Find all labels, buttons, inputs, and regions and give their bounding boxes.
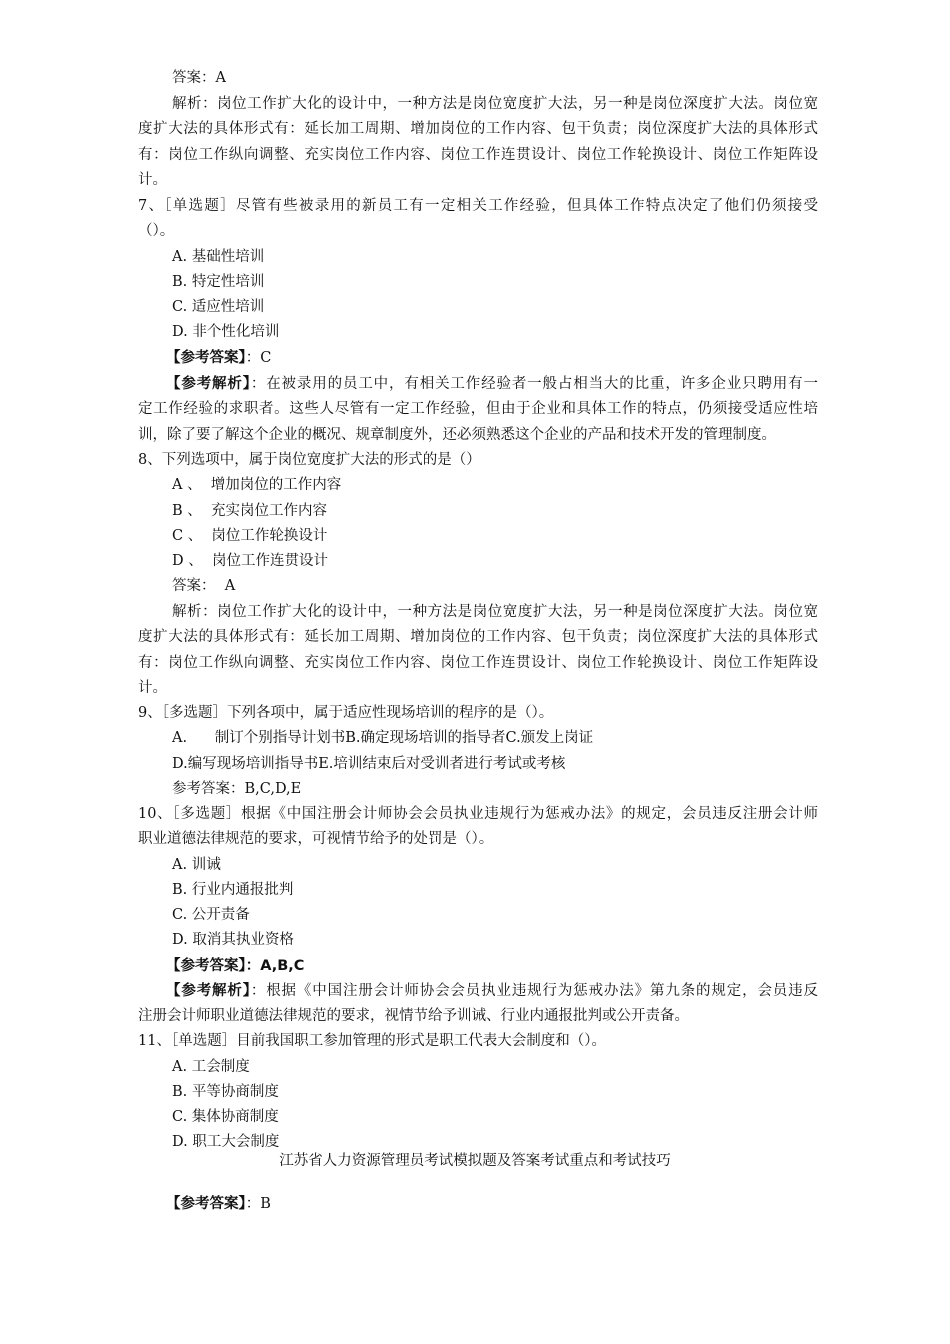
answer-text: 参考答案：B,C,D,E [172,781,302,797]
reference-answer-label: 【参考答案】 [166,958,246,974]
option-d: D. 取消其执业资格 [172,932,294,948]
reference-analysis-label: 【参考解析】 [166,983,251,999]
option-c: C. 公开责备 [172,907,250,923]
document-footer-title: 江苏省人力资源管理员考试模拟题及答案考试重点和考试技巧 [279,1153,671,1169]
reference-analysis-label: 【参考解析】 [166,376,251,392]
option-b: B. 行业内通报批判 [172,882,294,898]
analysis-line: 训，除了要了解这个企业的概况、规章制度外，还必须熟悉这个企业的产品和技术开发的管理制度。 [138,427,776,443]
question-stem: 7、［单选题］尽管有些被录用的新员工有一定相关工作经验，但具体工作特点决定了他们仍须接受 [138,198,818,214]
analysis-line: 有：岗位工作纵向调整、充实岗位工作内容、岗位工作连贯设计、岗位工作轮换设计、岗位工作矩阵设 [138,147,818,163]
question-stem: 11、［单选题］目前我国职工参加管理的形式是职工代表大会制度和（）。 [138,1033,606,1049]
analysis-line: 有：岗位工作纵向调整、充实岗位工作内容、岗位工作连贯设计、岗位工作轮换设计、岗位工作矩阵设 [138,655,818,671]
option-c: C. 集体协商制度 [172,1109,279,1125]
analysis-line: ：根据《中国注册会计师协会会员执业违规行为惩戒办法》第九条的规定，会员违反 [250,983,818,999]
analysis-line: 计。 [138,680,167,696]
reference-answer-value: ：B [245,1196,271,1212]
reference-answer [166,1194,271,1214]
option-a: A. 工会制度 [172,1059,250,1075]
question-stem: （）。 [138,223,175,239]
reference-answer-label: 【参考答案】 [166,1196,246,1212]
option-a: A 、 增加岗位的工作内容 [172,477,342,493]
analysis-line: 度扩大法的具体形式有：延长加工周期、增加岗位的工作内容、包干负责；岗位深度扩大法的具体形式 [138,629,818,645]
question-stem: 8、下列选项中，属于岗位宽度扩大法的形式的是（） [138,452,481,468]
answer-text: 答案： A [172,578,236,594]
reference-answer-value: ：C [245,350,272,366]
question-stem: 9、［多选题］下列各项中，属于适应性现场培训的程序的是（）。 [138,705,554,721]
analysis-line: 解析：岗位工作扩大化的设计中，一种方法是岗位宽度扩大法，另一种是岗位深度扩大法。岗位宽 [172,604,818,620]
analysis-line: 定工作经验的求职者。这些人尽管有一定工作经验，但由于企业和具体工作的特点，仍须接受适应性培 [138,401,818,417]
option-c: C 、 岗位工作轮换设计 [172,528,328,544]
option-c: C. 适应性培训 [172,299,265,315]
reference-answer [166,956,304,976]
option-d: D. 职工大会制度 [172,1134,280,1150]
reference-answer [166,348,271,368]
analysis-line: 解析：岗位工作扩大化的设计中，一种方法是岗位宽度扩大法，另一种是岗位深度扩大法。岗位宽 [172,96,818,112]
reference-analysis [166,374,818,394]
option-line: A. 制订个别指导计划书B.确定现场培训的指导者C.颁发上岗证 [172,730,594,746]
analysis-line: 注册会计师职业道德法律规范的要求，视情节给予训诫、行业内通报批判或公开责备。 [138,1008,689,1024]
analysis-line: ：在被录用的员工中，有相关工作经验者一般占相当大的比重，许多企业只聘用有一 [250,376,818,392]
analysis-line: 度扩大法的具体形式有：延长加工周期、增加岗位的工作内容、包干负责；岗位深度扩大法的具体形式 [138,121,818,137]
answer-text: 答案：A [172,70,226,86]
option-line: D.编写现场培训指导书E.培训结束后对受训者进行考试或考核 [172,756,566,772]
analysis-line: 计。 [138,172,167,188]
reference-answer-label: 【参考答案】 [166,350,246,366]
option-b: B 、 充实岗位工作内容 [172,503,327,519]
option-d: D 、 岗位工作连贯设计 [172,553,328,569]
option-a: A. 基础性培训 [172,249,265,265]
option-a: A. 训诫 [172,857,221,873]
question-stem: 职业道德法律规范的要求，可视情节给予的处罚是（）。 [138,831,494,847]
question-stem: 10、［多选题］根据《中国注册会计师协会会员执业违规行为惩戒办法》的规定，会员违反注册会计师 [138,806,818,822]
option-d: D. 非个性化培训 [172,324,280,340]
reference-answer-value: ：A,B,C [245,958,305,974]
option-b: B. 平等协商制度 [172,1084,279,1100]
reference-analysis [166,981,818,1001]
option-b: B. 特定性培训 [172,274,265,290]
